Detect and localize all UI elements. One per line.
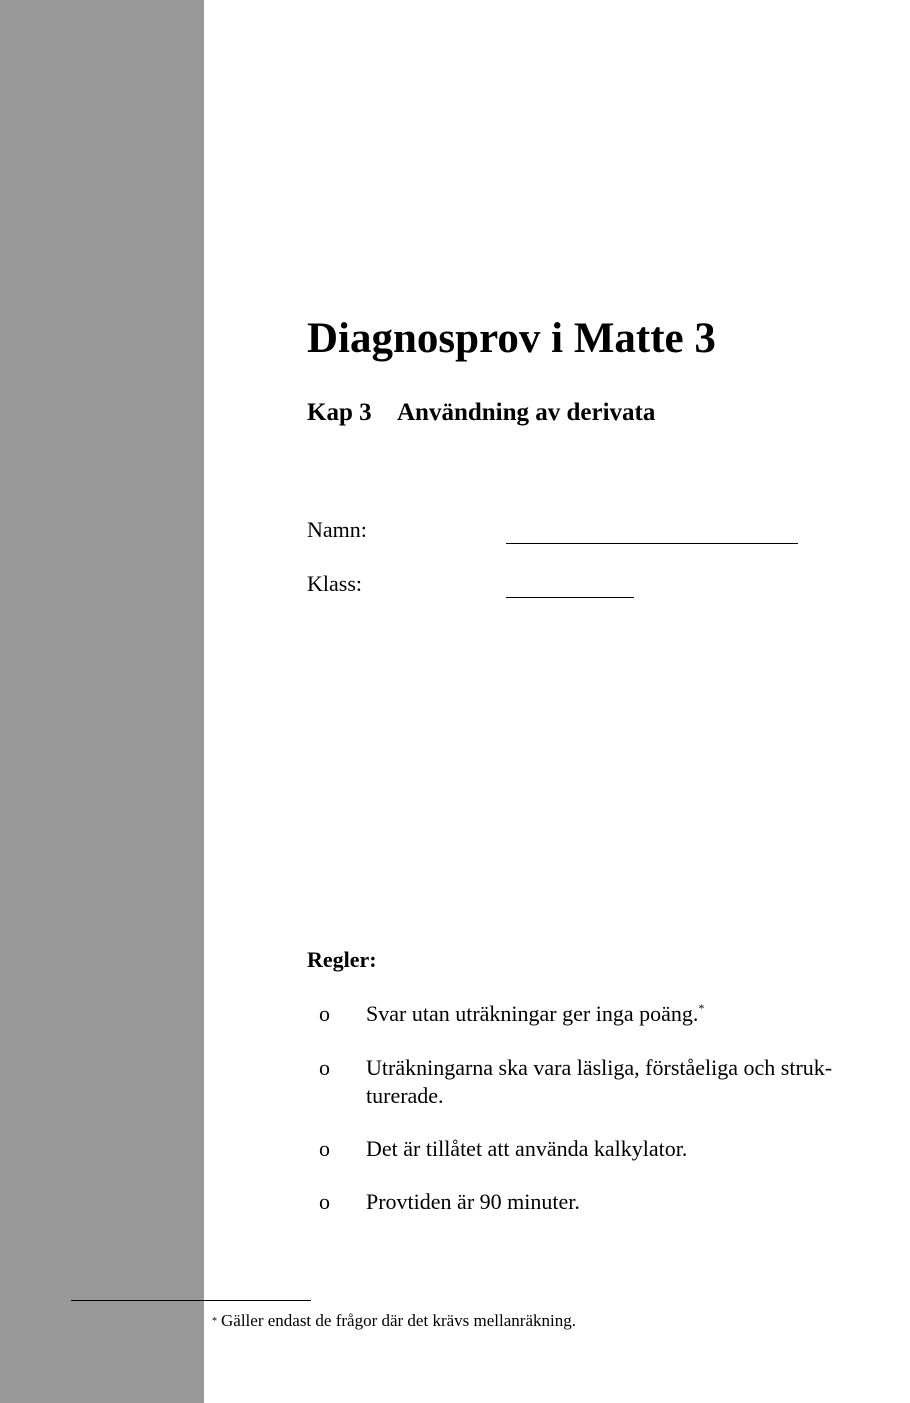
rule-item — [307, 1000, 877, 1028]
rule-item — [307, 1135, 877, 1163]
footnote-text: Gäller endast de frågor där det krävs mellanräkning. — [221, 1311, 576, 1330]
bullet-icon: o — [319, 1055, 330, 1080]
class-blank-line[interactable] — [506, 597, 634, 598]
rule-text: Provtiden är 90 minuter. — [366, 1189, 580, 1214]
name-blank-line[interactable] — [506, 543, 798, 544]
name-label: Namn: — [307, 517, 367, 542]
class-field — [307, 568, 827, 602]
rule-item — [307, 1054, 877, 1110]
page-title: Diagnosprov i Matte 3 — [307, 315, 716, 362]
footnote — [212, 1310, 576, 1332]
bullet-icon: o — [319, 1189, 330, 1214]
rule-text: Uträkningarna ska vara läsliga, förståeliga och struk- turerade. — [366, 1055, 833, 1108]
rules-heading: Regler: — [307, 947, 377, 972]
bullet-icon: o — [319, 1136, 330, 1161]
class-label: Klass: — [307, 571, 362, 596]
footnote-separator — [71, 1300, 311, 1301]
gray-sidebar — [0, 0, 204, 1403]
name-field — [307, 514, 827, 548]
chapter-number: Kap 3 — [307, 399, 372, 426]
chapter-title: Användning av derivata — [397, 399, 656, 426]
rule-item — [307, 1188, 877, 1216]
rule-text: Det är tillåtet att använda kalkylator. — [366, 1136, 688, 1161]
footnote-marker: * — [212, 1316, 217, 1327]
rule-text: Svar utan uträkningar ger inga poäng. — [366, 1001, 699, 1026]
bullet-icon: o — [319, 1001, 330, 1026]
chapter-heading — [307, 396, 655, 430]
footnote-ref-marker: * — [698, 1001, 705, 1015]
